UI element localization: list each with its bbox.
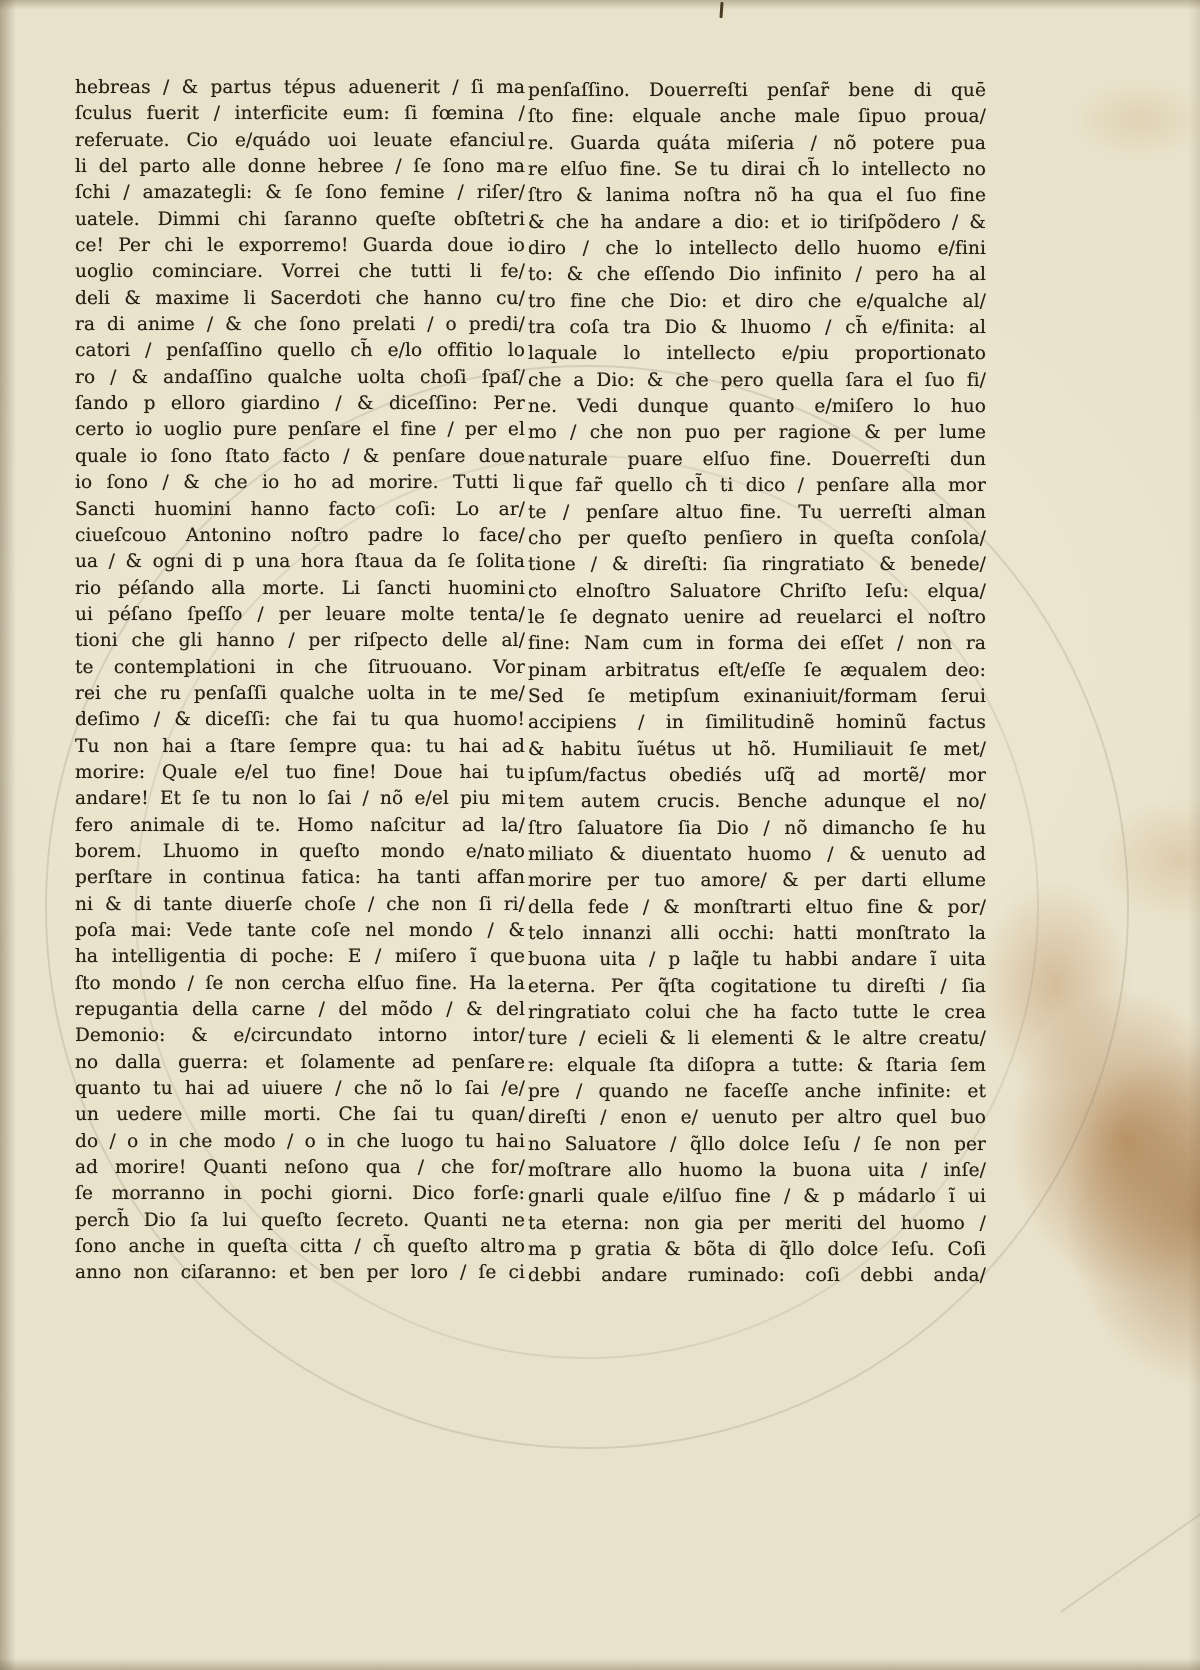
left-text-column <box>75 75 525 1287</box>
text-line: cho per queſto penſiero in queſta conſola/ <box>528 527 986 549</box>
text-line: rio péſando alla morte. Li ſancti huomini <box>75 577 525 599</box>
top-ink-mark <box>719 2 723 18</box>
text-line: que far̃ quello ch̃ ti dico / penſare alla mor <box>528 475 986 497</box>
text-line: moſtrare allo huomo la buona uita / inſe/ <box>528 1160 986 1182</box>
text-line: hebreas / & partus tépus aduenerit / ſi ma <box>75 77 525 98</box>
text-line: ſono anche in queſta citta / ch̃ queſto altro <box>75 1236 525 1258</box>
text-line: no Saluatore / q̃llo dolce Ieſu / ſe non per <box>528 1133 986 1155</box>
text-line: re elſuo fine. Se tu dirai ch̃ lo intellecto no <box>528 159 986 181</box>
text-line: naturale puare elſuo fine. Douerreſti dun <box>528 448 986 470</box>
text-line: laquale lo intellecto e/piu proportionato <box>528 343 986 365</box>
text-line: ture / ecieli & li elementi & le altre creatu/ <box>528 1028 986 1050</box>
text-line: accipiens / in ſimilitudinẽ hominũ factus <box>528 712 986 734</box>
text-line: ſculus fuerit / interficite eum: ſi fœmina / <box>75 103 525 125</box>
text-line: tioni che gli hanno / per riſpecto delle al/ <box>75 630 525 652</box>
text-line: perſtare in continua fatica: ha tanti affan <box>75 867 525 889</box>
text-line: ua / & ogni di p una hora ſtaua da ſe ſolita <box>75 551 525 573</box>
text-line: te contemplationi in che ſitruouano. Vor <box>75 656 525 678</box>
text-line: tem autem crucis. Benche adunque el no/ <box>528 791 986 813</box>
text-line: Tu non hai a ſtare ſempre qua: tu hai ad <box>75 735 525 757</box>
right-text-column <box>528 78 986 1290</box>
text-line: io ſono / & che io ho ad morire. Tutti li <box>75 472 525 494</box>
text-line: poſa mai: Vede tante coſe nel mondo / & <box>75 920 525 941</box>
text-line: & habitu ĩuétus ut hõ. Humiliauit ſe met/ <box>528 738 986 760</box>
text-line: uoglio cominciare. Vorrei che tutti li fe/ <box>75 261 525 283</box>
text-line: ra di anime / & che ſono prelati / o predi/ <box>75 314 525 336</box>
text-line: direſti / enon e/ uenuto per altro quel buo <box>528 1107 986 1129</box>
text-line: deli & maxime li Sacerdoti che hanno cu/ <box>75 287 525 309</box>
text-line: che a Dio: & che pero quella ſara el ſuo fi/ <box>528 369 986 391</box>
text-line: ha intelligentia di poche: E / miſero ĩ que <box>75 946 525 968</box>
text-line: ipſum/factus obediés uſq̃ ad mortẽ/ mor <box>528 764 986 786</box>
text-line: Sancti huomini hanno facto coſi: Lo ar/ <box>75 498 525 520</box>
text-line: tra coſa tra Dio & lhuomo / ch̃ e/finita: al <box>528 317 986 339</box>
text-line: le ſe degnato uenire ad reuelarci el noſtro <box>528 606 986 628</box>
text-line: Sed ſe metipſum exinaniuit/formam ſerui <box>528 685 986 707</box>
text-line: borem. Lhuomo in queſto mondo e/nato <box>75 840 525 862</box>
text-line: morire per tuo amore/ & per darti ellume <box>528 870 986 892</box>
text-line: cto elnoſtro Saluatore Chriſto Ieſu: elqua/ <box>528 580 986 602</box>
text-line: andare! Et ſe tu non lo ſai / nõ e/el piu mi <box>75 788 525 810</box>
text-line: morire: Quale e/el tuo fine! Doue hai tu <box>75 761 525 783</box>
text-line: quanto tu hai ad uiuere / che nõ lo ſai /e/ <box>75 1078 525 1100</box>
text-line: repugantia della carne / del mõdo / & del <box>75 999 525 1021</box>
text-line: ciueſcouo Antonino noſtro padre lo face/ <box>75 524 525 546</box>
text-line: Demonio: & e/circundato intorno intor/ <box>75 1025 525 1047</box>
text-line: ni & di tante diuerſe choſe / che non ſi ri/ <box>75 893 525 915</box>
text-line: ſtro ſaluatore ſia Dio / nõ dimancho ſe hu <box>528 817 986 839</box>
text-line: deſimo / & diceſſi: che fai tu qua huomo! <box>75 709 525 731</box>
text-line: uatele. Dimmi chi ſaranno queſte obſtetri <box>75 208 525 230</box>
text-line: ſto fine: elquale anche male ſipuo proua/ <box>528 106 986 128</box>
text-line: ringratiato colui che ha facto tutte le crea <box>528 1002 986 1024</box>
text-line: quale io ſono ſtato facto / & penſare doue <box>75 445 525 467</box>
text-line: & che ha andare a dio: et io tiriſpõdero / & <box>528 211 986 233</box>
text-line: un uedere mille morti. Che ſai tu quan/ <box>75 1104 525 1126</box>
text-line: rei che ru penſaſſi qualche uolta in te me/ <box>75 682 525 704</box>
text-line: eterna. Per q̃ſta cogitatione tu direſti / ſia <box>528 975 986 997</box>
text-line: tro fine che Dio: et diro che e/qualche al/ <box>528 290 986 312</box>
text-line: debbi andare ruminado: coſi debbi anda/ <box>528 1265 986 1287</box>
text-line: re. Guarda quáta miſeria / nõ potere pua <box>528 132 986 154</box>
text-line: ſto mondo / ſe non cercha elſuo fine. Ha la <box>75 972 525 994</box>
text-line: fine: Nam cum in forma dei eſſet / non ra <box>528 633 986 655</box>
text-line: penſaſſino. Douerreſti penſar̃ bene di quē <box>528 80 986 101</box>
text-line: ma p gratia & bõta di q̃llo dolce Ieſu. Coſi <box>528 1239 986 1261</box>
text-line: miliato & diuentato huomo / & uenuto ad <box>528 843 986 865</box>
text-line: ui péſano ſpeſſo / per leuare molte tenta/ <box>75 603 525 625</box>
text-line: no dalla guerra: et ſolamente ad penſare <box>75 1051 525 1073</box>
text-line: ſtro & lanima noſtra nõ ha qua el ſuo fine <box>528 185 986 207</box>
text-line: te / penſare altuo fine. Tu uerreſti alman <box>528 501 986 523</box>
text-line: re: elquale ſta diſopra a tutte: & ſtaria ſem <box>528 1054 986 1076</box>
text-line: pre / quando ne faceſſe anche infinite: et <box>528 1081 986 1103</box>
text-line: referuate. Cio e/quádo uoi leuate efanciul <box>75 129 525 151</box>
text-line: catori / penſaſſino quello ch̃ e/lo offitio lo <box>75 340 525 362</box>
text-line: pinam arbitratus eſt/eſſe ſe æqualem deo: <box>528 659 986 681</box>
text-line: ne. Vedi dunque quanto e/miſero lo huo <box>528 396 986 418</box>
text-line: certo io uoglio pure penſare el fine / per el <box>75 419 525 441</box>
text-line: fero animale di te. Homo naſcitur ad la/ <box>75 814 525 836</box>
text-line: gnarli quale e/ilſuo fine / & p mádarlo ĩ ui <box>528 1186 986 1208</box>
text-line: ſando p elloro giardino / & diceſſino: Per <box>75 393 525 415</box>
text-line: perch̃ Dio ſa lui queſto ſecreto. Quanti ne <box>75 1209 525 1231</box>
text-line: diro / che lo intellecto dello huomo e/fini <box>528 238 986 260</box>
text-line: li del parto alle donne hebree / ſe ſono ma <box>75 156 525 178</box>
text-line: ſe morranno in pochi giorni. Dico forſe: <box>75 1183 525 1205</box>
text-line: ſchi / amazategli: & ſe ſono femine / riſer/ <box>75 182 525 204</box>
text-line: della fede / & monſtrarti eltuo fine & por/ <box>528 896 986 918</box>
text-line: buona uita / p laq̃le tu habbi andare ĩ uita <box>528 949 986 971</box>
text-line: ad morire! Quanti neſono qua / che for/ <box>75 1157 525 1179</box>
text-line: ro / & andaſſino qualche uolta choſi ſpaſ/ <box>75 366 525 388</box>
text-line: tione / & direſti: ſia ringratiato & benede/ <box>528 554 986 576</box>
paper-crease <box>1060 1479 1200 1613</box>
text-line: ta eterna: non gia per meriti del huomo / <box>528 1212 986 1234</box>
text-line: anno non ciſaranno: et ben per loro / ſe ci <box>75 1262 525 1284</box>
text-line: do / o in che modo / o in che luogo tu hai <box>75 1130 525 1152</box>
text-line: telo innanzi alli occhi: hatti monſtrato la <box>528 923 986 944</box>
text-line: mo / che non puo per ragione & per lume <box>528 422 986 444</box>
text-line: ce! Per chi le exporremo! Guarda doue io <box>75 235 525 257</box>
text-line: to: & che eſſendo Dio infinito / pero ha al <box>528 264 986 286</box>
